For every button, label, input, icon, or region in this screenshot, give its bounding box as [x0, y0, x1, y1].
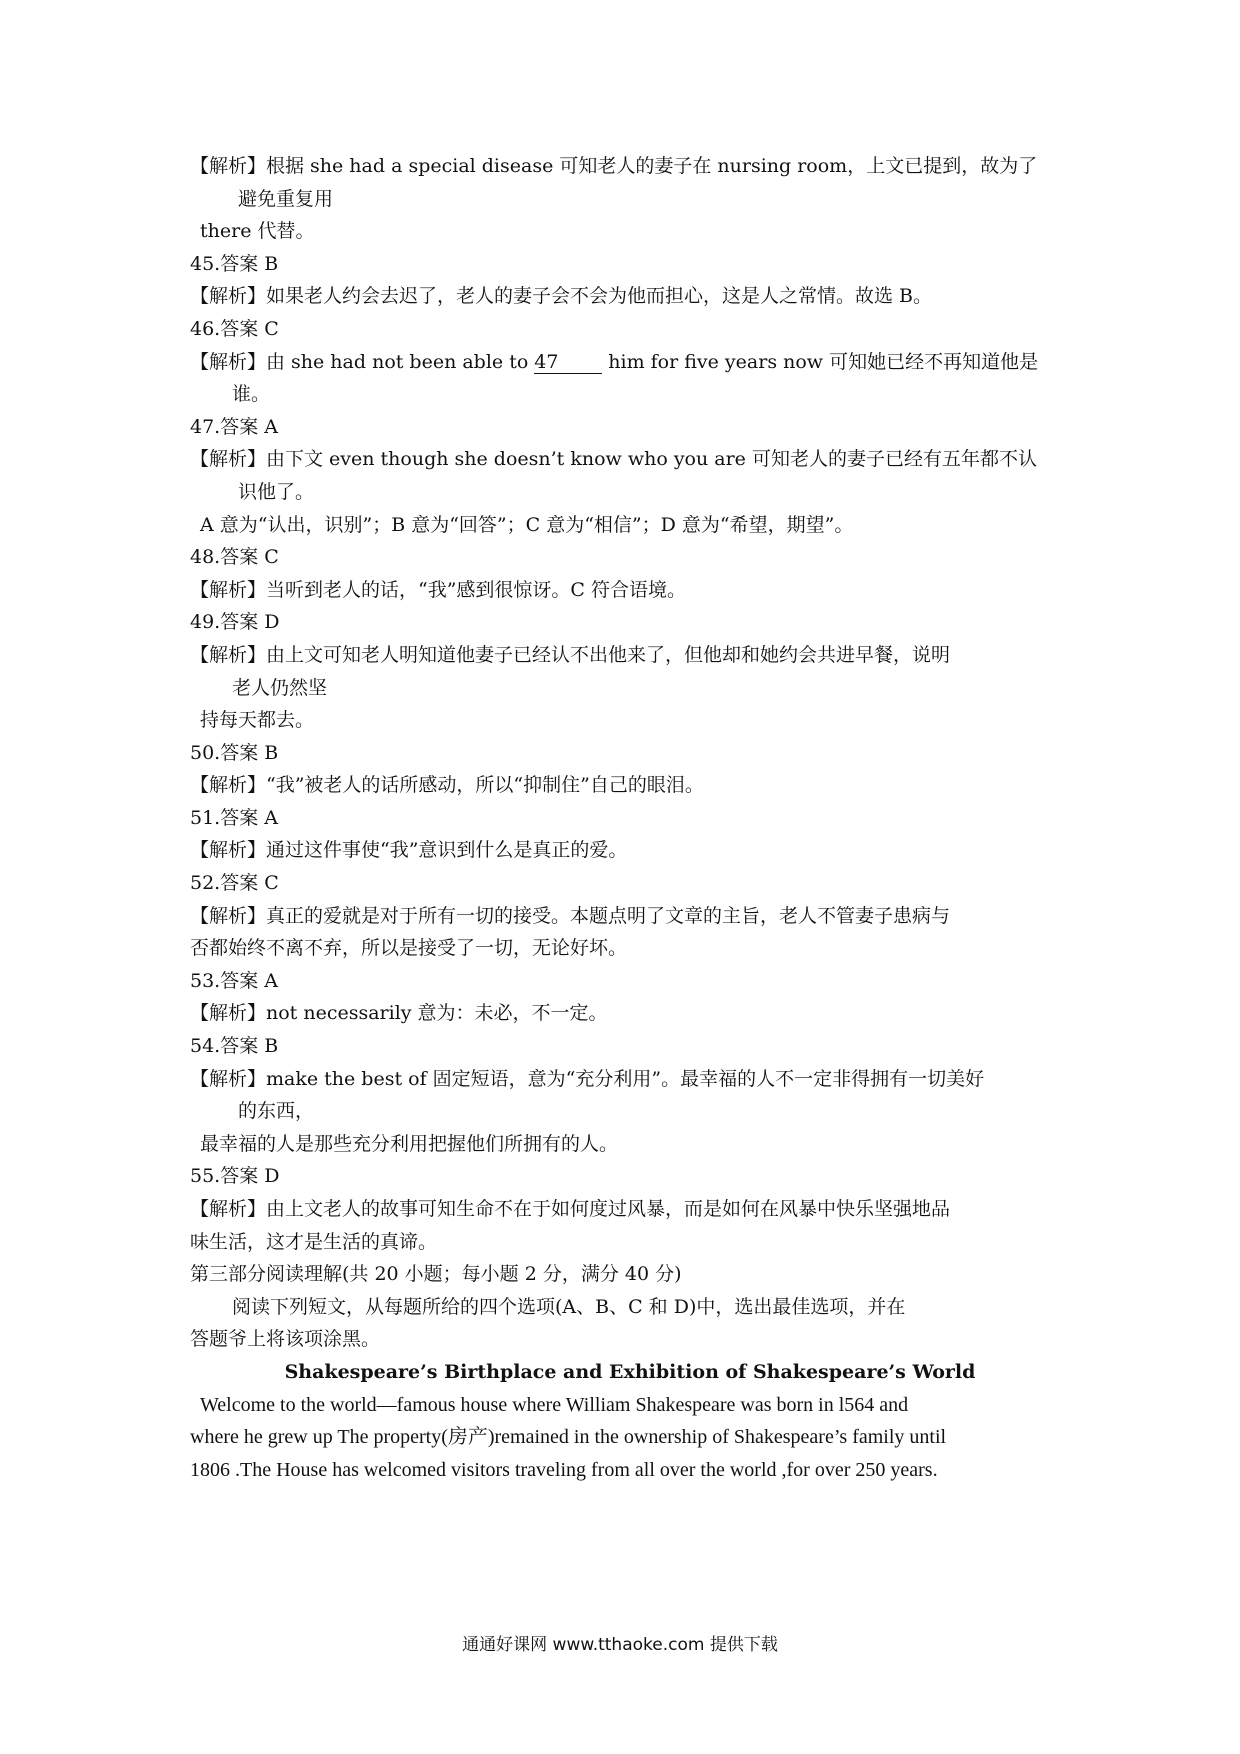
text-line: 【解析】由上文老人的故事可知生命不在于如何度过风暴，而是如何在风暴中快乐坚强地品: [190, 1198, 951, 1220]
text-line: 【解析】“我”被老人的话所感动，所以“抑制住”自己的眼泪。: [190, 774, 704, 797]
text-line: 阅读下列短文，从每题所给的四个选项(A、B、C 和 D)中，选出最佳选项，并在: [232, 1295, 906, 1318]
text-line: 【解析】如果老人约会去迟了，老人的妻子会不会为他而担心，这是人之常情。故选 B。: [190, 285, 933, 308]
line-text: him for five years now 可知她已经不再知道他是: [608, 350, 1039, 373]
text-line: 【解析】由下文 even though she doesn’t know who you are 可知老人的妻子已经有五年都不认: [190, 448, 1037, 471]
text-line: 谁。: [232, 383, 271, 406]
text-line: 【解析】根据 she had a special disease 可知老人的妻子在 nursing room，上文已提到，故为了: [190, 155, 1038, 177]
text-line: 第三部分阅读理解(共 20 小题；每小题 2 分，满分 40 分): [190, 1263, 682, 1286]
text-line: A 意为“认出，识别”；B 意为“回答”；C 意为“相信”；D 意为“希望，期望”。: [200, 513, 854, 536]
text-line: 否都始终不离不弃，所以是接受了一切，无论好坏。: [190, 937, 628, 960]
text-line: 识他了。: [238, 480, 315, 503]
fill-in-blank: 47: [534, 351, 602, 374]
page-footer: 通通好课网 www.tthaoke.com 提供下载: [462, 1635, 778, 1655]
document-body: [190, 150, 1070, 1486]
line-text: 【解析】由 she had not been able to: [190, 350, 529, 373]
text-line: 持每天都去。: [200, 709, 315, 732]
text-line: 50.答案 B: [190, 741, 279, 764]
text-line: 答题爷上将该项涂黑。: [190, 1328, 381, 1351]
text-line: 49.答案 D: [190, 611, 280, 634]
text-line: 53.答案 A: [190, 969, 278, 992]
text-line: 避免重复用: [238, 187, 334, 210]
text-line: 老人仍然坚: [232, 676, 328, 699]
text-line: 55.答案 D: [190, 1165, 280, 1188]
text-line: 48.答案 C: [190, 546, 279, 569]
text-line: 最幸福的人是那些充分利用把握他们所拥有的人。: [200, 1132, 619, 1155]
text-line: 51.答案 A: [190, 806, 278, 829]
text-line: 【解析】由上文可知老人明知道他妻子已经认不出他来了，但他却和她约会共进早餐，说明: [190, 643, 951, 666]
text-line: 47.答案 A: [190, 415, 278, 438]
text-line: 的东西，: [238, 1100, 315, 1123]
passage-title: Shakespeare’s Birthplace and Exhibition of Shakespeare’s World: [284, 1360, 976, 1383]
text-line: 味生活，这才是生活的真谛。: [190, 1230, 438, 1253]
text-line: [190, 346, 1070, 379]
text-line: there 代替。: [200, 220, 315, 243]
text-line: 46.答案 C: [190, 317, 279, 340]
text-line: 1806 .The House has welcomed visitors traveling from all over the world ,for over 250 years.: [190, 1458, 938, 1481]
text-line: 【解析】not necessarily 意为：未必，不一定。: [190, 1002, 608, 1025]
text-line: 【解析】当听到老人的话，“我”感到很惊讶。C 符合语境。: [190, 578, 687, 601]
text-line: 54.答案 B: [190, 1035, 279, 1058]
text-line: 【解析】通过这件事使“我”意识到什么是真正的爱。: [190, 839, 628, 862]
text-line: 52.答案 C: [190, 872, 279, 895]
text-line: 45.答案 B: [190, 252, 279, 275]
text-line: Welcome to the world—famous house where William Shakespeare was born in l564 and: [200, 1393, 909, 1416]
text-line: where he grew up The property(房产)remained in the ownership of Shakespeare’s family until: [190, 1426, 947, 1449]
text-line: 【解析】真正的爱就是对于所有一切的接受。本题点明了文章的主旨，老人不管妻子患病与: [190, 904, 951, 927]
text-line: 【解析】make the best of 固定短语，意为“充分利用”。最幸福的人不一定非得拥有一切美好: [190, 1067, 985, 1090]
